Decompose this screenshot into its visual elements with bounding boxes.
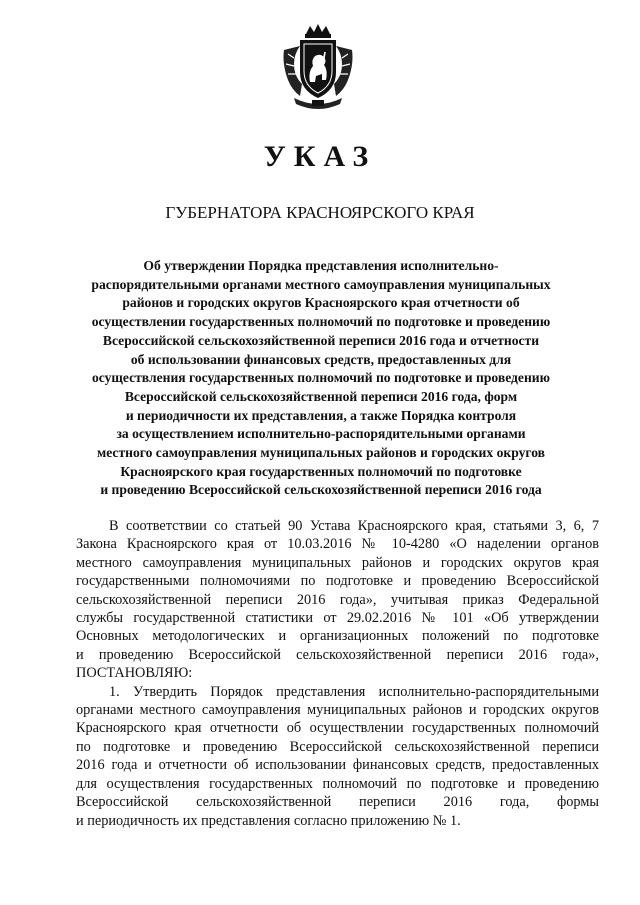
body-line: органами местного самоуправления муниципальных районов и городских округов (76, 702, 599, 719)
document-subtitle: ГУБЕРНАТОРА КРАСНОЯРСКОГО КРАЯ (165, 203, 475, 222)
heading-line: и проведению Всероссийской сельскохозяйственной переписи 2016 года (100, 482, 542, 498)
body-line: 1. Утвердить Порядок представления исполнительно-распорядительными (109, 683, 599, 700)
heading-line: за осуществлением исполнительно-распорядительными органами (116, 426, 526, 442)
body-line: государственными полномочиями по подготовке и проведению Всероссийской (76, 573, 599, 590)
body-line: В соответствии со статьей 90 Устава Красноярского края, статьями 3, 6, 7 (109, 518, 599, 534)
decree-heading (48, 257, 594, 500)
heading-line: Об утверждении Порядка представления исполнительно- (143, 258, 499, 273)
body-line: Всероссийской сельскохозяйственной переписи 2016 года, формы (76, 794, 599, 811)
body-line: и проведению Всероссийской сельскохозяйственной переписи 2016 года», (76, 646, 599, 663)
heading-line: Всероссийской сельскохозяйственной переписи 2016 года и отчетности (102, 332, 540, 348)
heading-line: осуществления государственных полномочий по подготовке и проведению (91, 370, 551, 386)
heading-line: Всероссийской сельскохозяйственной переписи 2016 года, форм (124, 388, 518, 404)
decree-body (76, 517, 599, 830)
body-line: Закона Красноярского края от 10.03.2016 № 10-4280 «О наделении органов (76, 536, 599, 553)
heading-line: распорядительными органами местного самоуправления муниципальных (91, 276, 551, 292)
heading-line: об использовании финансовых средств, предоставленных для (130, 351, 512, 367)
krasnoyarsk-coat-of-arms-icon (280, 24, 356, 110)
body-line: по подготовке и проведению Всероссийской сельскохозяйственной переписи (76, 738, 599, 755)
document-title: УКАЗ (263, 140, 377, 173)
heading-line: местного самоуправления муниципальных районов и городских округов (96, 445, 546, 461)
body-line: сельскохозяйственной переписи 2016 года», учитывая приказ Федеральной (76, 591, 599, 608)
heading-line: Красноярского края государственных полномочий по подготовке (120, 463, 522, 479)
body-line: местного самоуправления муниципальных районов и городских округов края (76, 554, 599, 571)
body-line: Основных методологических и организационных положений по подготовке (76, 628, 599, 645)
body-line: и периодичность их представления согласно приложению № 1. (76, 812, 461, 829)
body-line: Красноярского края отчетности об осуществлении государственных полномочий (76, 720, 599, 737)
body-line: 2016 года и отчетности об использовании финансовых средств, предоставленных (76, 757, 599, 774)
body-line: для осуществления государственных полномочий по подготовке и проведению (76, 775, 599, 792)
heading-line: и периодичности их представления, а также Порядка контроля (125, 407, 517, 423)
heading-line: районов и городских округов Красноярского края отчетности об (122, 295, 520, 311)
body-line: службы государственной статистики от 29.02.2016 № 101 «Об утверждении (76, 610, 599, 627)
body-line: ПОСТАНОВЛЯЮ: (76, 665, 193, 682)
heading-line: осуществлении государственных полномочий по подготовке и проведению (91, 314, 551, 330)
